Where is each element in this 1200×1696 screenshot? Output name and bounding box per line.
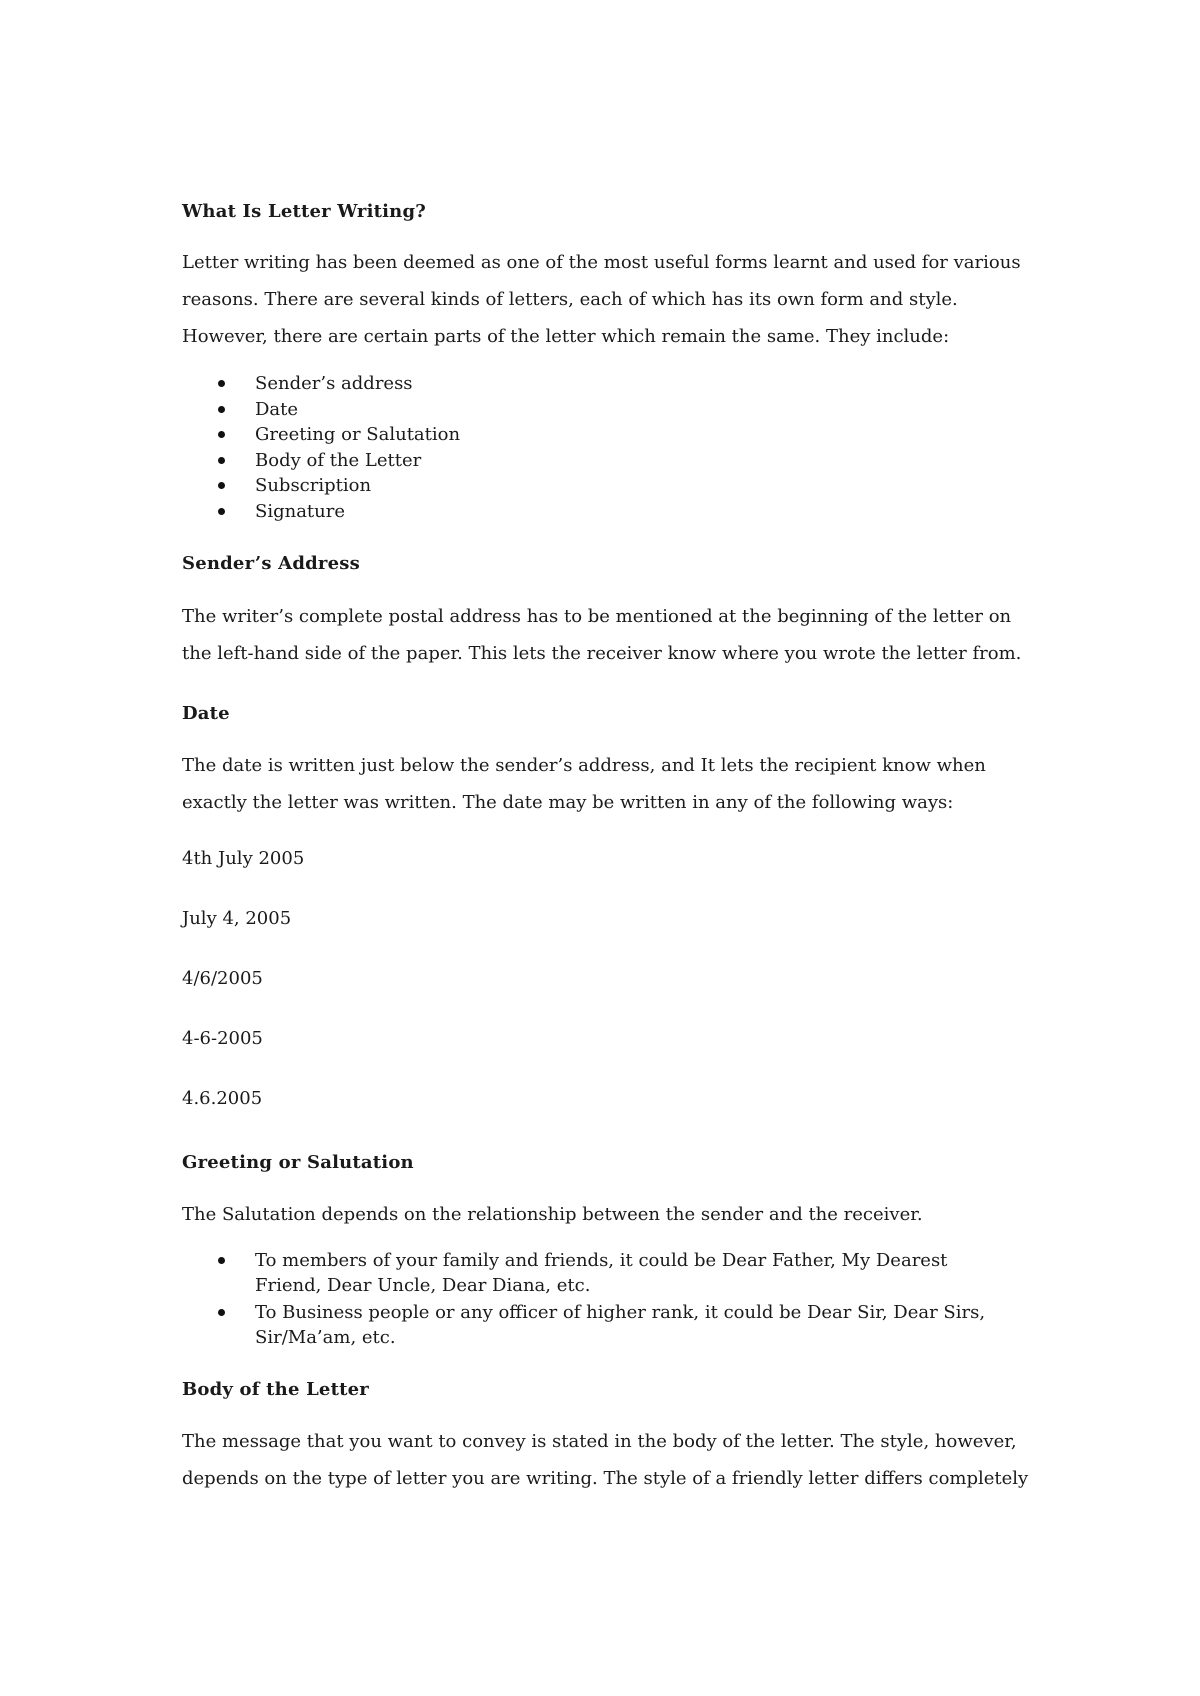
bullet-icon [218, 457, 225, 464]
list-item: Date [182, 397, 1032, 423]
bullet-icon [218, 1309, 225, 1316]
heading-greeting-or-salutation: Greeting or Salutation [182, 1152, 414, 1173]
bullet-icon [218, 1257, 225, 1264]
date-format-1: 4th July 2005 [182, 848, 305, 869]
letter-parts-list [182, 371, 1032, 524]
greeting-paragraph: The Salutation depends on the relationship between the sender and the receiver. [182, 1204, 923, 1225]
list-item: To Business people or any officer of higher rank, it could be Dear Sir, Dear Sirs, Sir/Ma’am, etc. [182, 1300, 1032, 1350]
intro-paragraph: Letter writing has been deemed as one of the most useful forms learnt and used for various reasons. There are several kinds of letters, each of which has its own form and style. However, there are certain parts of the letter which remain the same. They include: [182, 252, 1021, 347]
salutation-examples-list [182, 1248, 1032, 1350]
heading-senders-address: Sender’s Address [182, 553, 360, 574]
list-item: To members of your family and friends, it could be Dear Father, My Dearest Friend, Dear Uncle, Dear Diana, etc. [182, 1248, 1032, 1298]
date-format-4: 4-6-2005 [182, 1028, 263, 1049]
bullet-icon [218, 406, 225, 413]
bullet-icon [218, 482, 225, 489]
body-of-letter-paragraph: The message that you want to convey is stated in the body of the letter. The style, however, depends on the type of letter you are writing. The style of a friendly letter differs completely [182, 1431, 1029, 1489]
heading-date: Date [182, 703, 230, 724]
list-item: Body of the Letter [182, 448, 1032, 474]
heading-body-of-the-letter: Body of the Letter [182, 1379, 369, 1400]
list-item: Signature [182, 499, 1032, 525]
list-item: Greeting or Salutation [182, 422, 1032, 448]
list-item: Subscription [182, 473, 1032, 499]
bullet-icon [218, 431, 225, 438]
bullet-icon [218, 508, 225, 515]
heading-what-is-letter-writing: What Is Letter Writing? [182, 201, 427, 222]
document-content [182, 200, 1032, 1497]
bullet-icon [218, 380, 225, 387]
date-format-2: July 4, 2005 [182, 908, 292, 929]
date-paragraph: The date is written just below the sender’s address, and It lets the recipient know when exactly the letter was written. The date may be written in any of the following ways: [182, 755, 986, 813]
list-item: Sender’s address [182, 371, 1032, 397]
date-format-5: 4.6.2005 [182, 1088, 263, 1109]
senders-address-paragraph: The writer’s complete postal address has to be mentioned at the beginning of the letter on the left-hand side of the paper. This lets the receiver know where you wrote the letter from. [182, 606, 1022, 664]
date-format-3: 4/6/2005 [182, 968, 263, 989]
